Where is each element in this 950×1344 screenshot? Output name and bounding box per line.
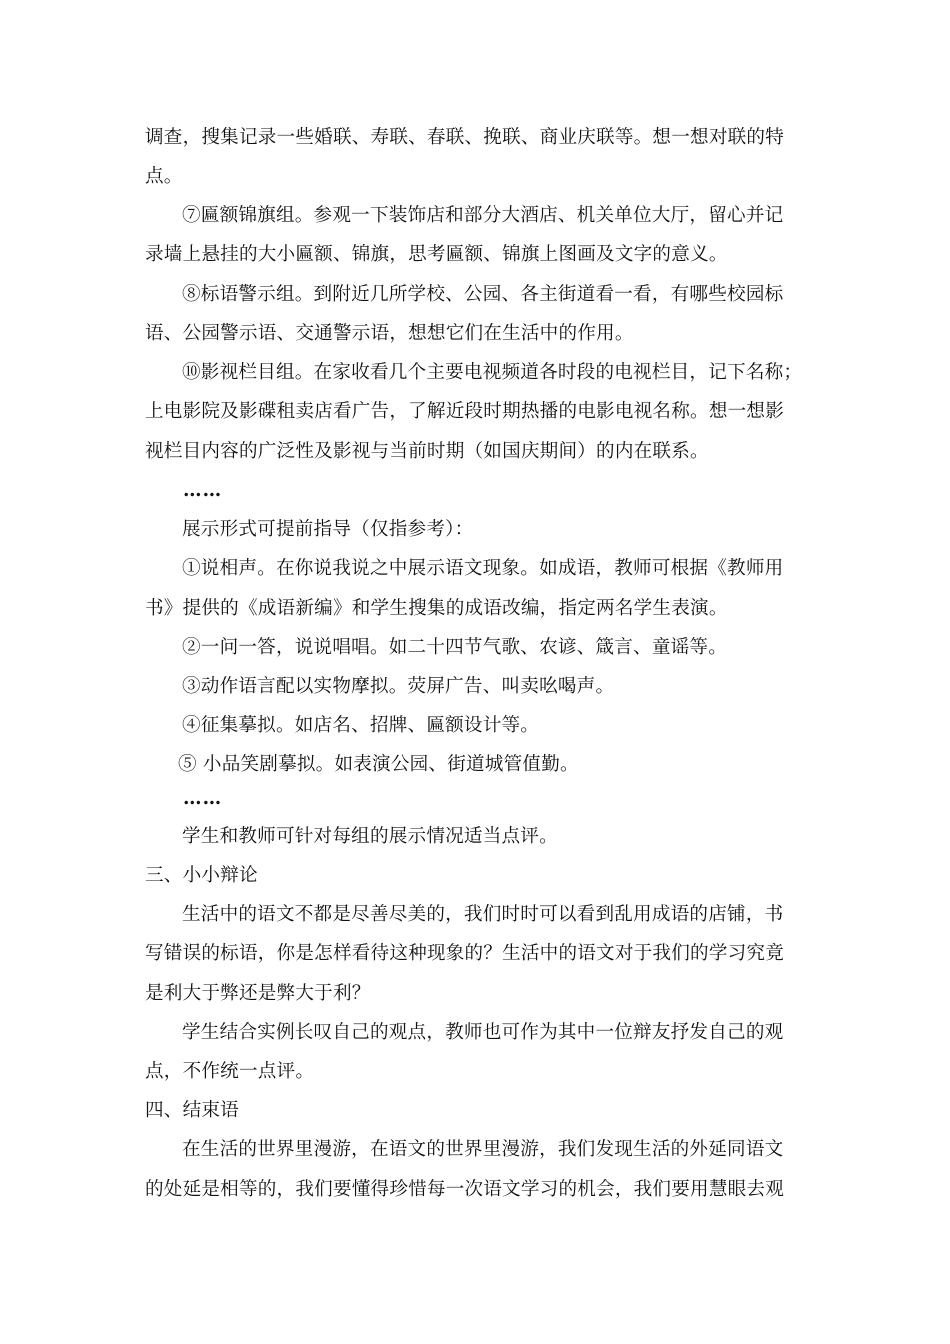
text-line: ④征集摹拟。如店名、招牌、匾额设计等。 bbox=[182, 715, 540, 736]
text-line: ⑩影视栏目组。在家收看几个主要电视频道各时段的电视栏目，记下名称； bbox=[182, 362, 803, 383]
ellipsis: …… bbox=[183, 480, 223, 501]
text-line: 点。 bbox=[145, 166, 183, 187]
section-heading: 三、小小辩论 bbox=[145, 865, 258, 886]
text-line: 调查，搜集记录一些婚联、寿联、春联、挽联、商业庆联等。想一想对联的特 bbox=[145, 127, 784, 148]
text-line: 展示形式可提前指导（仅指参考）： bbox=[182, 519, 474, 540]
text-line: 学生结合实例长叹自己的观点，教师也可作为其中一位辩友抒发自己的观 bbox=[182, 1022, 784, 1043]
ellipsis: …… bbox=[183, 788, 223, 809]
text-line: 点，不作统一点评。 bbox=[145, 1061, 315, 1082]
text-line: 视栏目内容的广泛性及影视与当前时期（如国庆期间）的内在联系。 bbox=[145, 441, 709, 462]
text-line: ①说相声。在你说我说之中展示语文现象。如成语，教师可根据《教师用 bbox=[182, 558, 784, 579]
text-line: ⑧标语警示组。到附近几所学校、公园、各主街道看一看，有哪些校园标 bbox=[182, 284, 784, 305]
text-line: ②一问一答，说说唱唱。如二十四节气歌、农谚、箴言、童谣等。 bbox=[182, 637, 728, 658]
text-line: 写错误的标语，你是怎样看待这种现象的？生活中的语文对于我们的学习究竟 bbox=[145, 943, 784, 964]
text-line: 生活中的语文不都是尽善尽美的，我们时时可以看到乱用成语的店铺，书 bbox=[182, 904, 784, 925]
text-line: 的处延是相等的，我们要懂得珍惜每一次语文学习的机会，我们要用慧眼去观 bbox=[145, 1179, 784, 1200]
text-line: ⑤ 小品笑剧摹拟。如表演公园、街道城管值勤。 bbox=[178, 754, 579, 775]
text-line: 语、公园警示语、交通警示语，想想它们在生活中的作用。 bbox=[145, 323, 634, 344]
section-heading: 四、结束语 bbox=[145, 1100, 239, 1121]
text-line: 在生活的世界里漫游，在语文的世界里漫游，我们发现生活的外延同语文 bbox=[182, 1139, 784, 1160]
text-line: 书》提供的《成语新编》和学生搜集的成语改编，指定两名学生表演。 bbox=[145, 598, 728, 619]
text-line: ⑦匾额锦旗组。参观一下装饰店和部分大酒店、机关单位大厅，留心并记 bbox=[182, 205, 784, 226]
text-line: 上电影院及影碟租卖店看广告，了解近段时期热播的电影电视名称。想一想影 bbox=[145, 401, 784, 422]
text-line: ③动作语言配以实物摩拟。荧屏广告、叫卖吆喝声。 bbox=[182, 676, 615, 697]
text-line: 录墙上悬挂的大小匾额、锦旗，思考匾额、锦旗上图画及文字的意义。 bbox=[145, 244, 728, 265]
text-line: 学生和教师可针对每组的展示情况适当点评。 bbox=[182, 826, 558, 847]
text-line: 是利大于弊还是弊大于利？ bbox=[145, 983, 371, 1004]
